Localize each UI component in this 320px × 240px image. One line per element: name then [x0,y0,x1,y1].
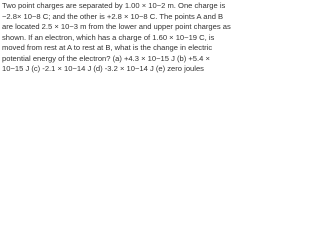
question-text: Two point charges are separated by 1.00 × 10−2 m. One charge is −2.8× 10−8 C; and the other is +2.8 × 10−8 C. The points A and B are located 2.5 × 10−3 m from the lower and upper point charges as shown. If an electron, which has a charge of 1.60 × 10−19 C, is moved from rest at A to rest at B, what is the change in electric potential energy of the electron? (a) +4.3 × 10−15 J (b) +5.4 × 10−15 J (c) -2.1 × 10−14 J (d) -3.2 × 10−14 J (e) zero joules [2,1,231,73]
question-card [0,0,235,88]
